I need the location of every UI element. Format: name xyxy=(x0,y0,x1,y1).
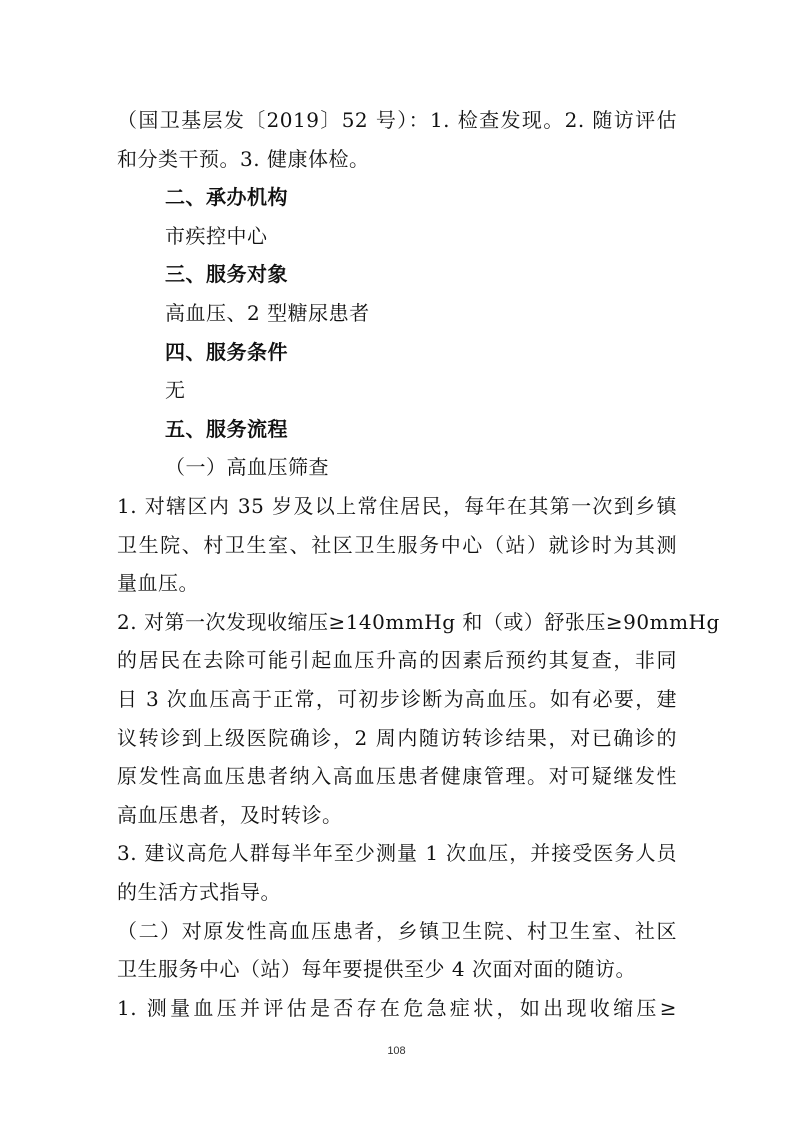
text-line: （一）高血压筛查 xyxy=(165,455,329,480)
text-line: 议转诊到上级医院确诊，2 周内随访转诊结果，对已确诊的 xyxy=(117,725,677,750)
section-heading: 四、服务条件 xyxy=(165,339,288,364)
section-heading: 三、服务对象 xyxy=(165,262,288,287)
text-line: （二）对原发性高血压患者，乡镇卫生院、村卫生室、社区 xyxy=(117,918,677,943)
text-line: 2. 对第一次发现收缩压≥140mmHg 和（或）舒张压≥90mmHg xyxy=(117,609,720,634)
text-line: 高血压患者，及时转诊。 xyxy=(117,802,343,827)
text-line: 卫生院、村卫生室、社区卫生服务中心（站）就诊时为其测 xyxy=(117,532,677,557)
text-line: 和分类干预。3. 健康体检。 xyxy=(117,146,370,171)
section-heading: 二、承办机构 xyxy=(165,185,288,210)
text-line: （国卫基层发〔2019〕52 号）：1. 检查发现。2. 随访评估 xyxy=(117,108,677,132)
text-line: 量血压。 xyxy=(117,571,199,596)
text-line: 的生活方式指导。 xyxy=(117,880,281,904)
text-line: 1. 测量血压并评估是否存在危急症状，如出现收缩压≥ xyxy=(117,995,677,1020)
text-line: 原发性高血压患者纳入高血压患者健康管理。对可疑继发性 xyxy=(117,764,677,789)
text-line: 日 3 次血压高于正常，可初步诊断为高血压。如有必要，建 xyxy=(117,687,677,711)
text-line: 3. 建议高危人群每半年至少测量 1 次血压，并接受医务人员 xyxy=(117,841,677,866)
text-line: 高血压、2 型糖尿患者 xyxy=(165,301,370,325)
text-line: 无 xyxy=(165,378,186,403)
text-line: 市疾控中心 xyxy=(165,223,268,248)
section-heading: 五、服务流程 xyxy=(165,416,288,441)
text-line: 卫生服务中心（站）每年要提供至少 4 次面对面的随访。 xyxy=(117,957,636,982)
text-line: 的居民在去除可能引起血压升高的因素后预约其复查，非同 xyxy=(117,648,677,673)
page-number: 108 xyxy=(387,1045,406,1057)
text-line: 1. 对辖区内 35 岁及以上常住居民，每年在其第一次到乡镇 xyxy=(117,494,677,518)
